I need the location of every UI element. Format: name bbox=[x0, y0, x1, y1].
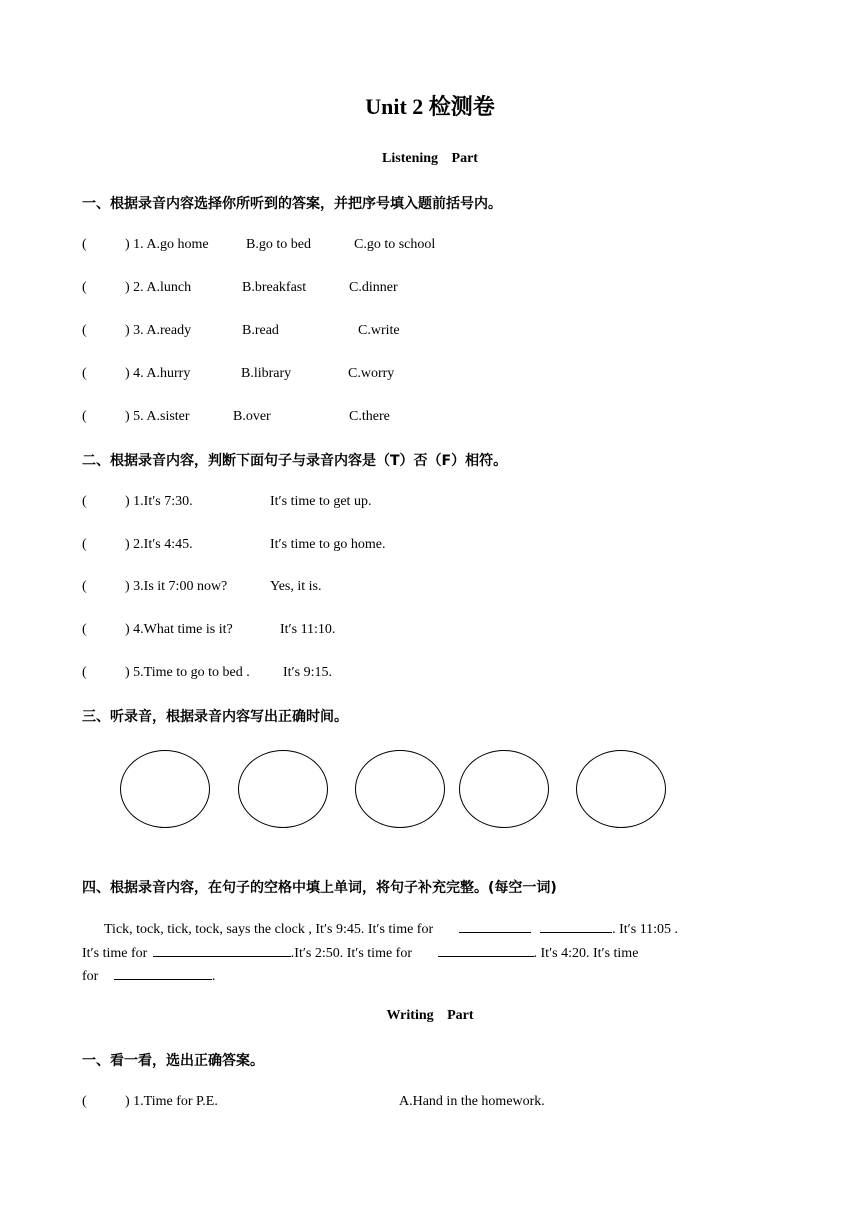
blank-field-1[interactable] bbox=[459, 918, 531, 933]
question-text: ) 4. A.hurry bbox=[125, 366, 191, 381]
answer-paren-open: ( bbox=[82, 494, 87, 509]
option-b: B.over bbox=[233, 409, 271, 424]
statement-response: It′s 11:10. bbox=[280, 622, 336, 637]
fill-in-paragraph bbox=[82, 918, 778, 989]
section2-heading: 二、根据录音内容，判断下面句子与录音内容是（T）否（F）相符。 bbox=[82, 453, 508, 469]
statement-response: It′s time to go home. bbox=[270, 537, 386, 552]
option-c: C.there bbox=[349, 409, 390, 424]
section3-heading: 三、听录音，根据录音内容写出正确时间。 bbox=[82, 709, 348, 725]
statement-text: ) 2.It′s 4:45. bbox=[125, 537, 193, 552]
statement-text: ) 1.It′s 7:30. bbox=[125, 494, 193, 509]
clock-circle-1[interactable] bbox=[120, 750, 210, 828]
statement-response: Yes, it is. bbox=[270, 579, 322, 594]
blank-field-4[interactable] bbox=[438, 942, 534, 957]
paragraph-line-2 bbox=[82, 942, 778, 966]
answer-paren-open: ( bbox=[82, 1094, 87, 1109]
paragraph-line-3 bbox=[82, 965, 778, 989]
option-b: B.read bbox=[242, 323, 279, 338]
listening-part-heading: Listening Part bbox=[382, 151, 478, 166]
answer-paren-open: ( bbox=[82, 622, 87, 637]
answer-paren-open: ( bbox=[82, 366, 87, 381]
writing-section1-heading: 一、看一看，选出正确答案。 bbox=[82, 1053, 264, 1069]
option-b: B.go to bed bbox=[246, 237, 311, 252]
paragraph-text: Tick, tock, tick, tock, says the clock , It′s 9:45. It′s time for bbox=[104, 922, 434, 937]
paragraph-text: for bbox=[82, 969, 99, 984]
answer-paren-open: ( bbox=[82, 579, 87, 594]
option-b: B.breakfast bbox=[242, 280, 307, 295]
answer-paren-open: ( bbox=[82, 280, 87, 295]
clock-circle-2[interactable] bbox=[238, 750, 328, 828]
clock-circle-5[interactable] bbox=[576, 750, 666, 828]
paragraph-line-1 bbox=[82, 918, 778, 942]
writing-part-heading: Writing Part bbox=[386, 1008, 474, 1023]
question-text: ) 5. A.sister bbox=[125, 409, 190, 424]
paragraph-text: . It′s 11:05 . bbox=[612, 922, 679, 937]
match-answer: A.Hand in the homework. bbox=[399, 1094, 545, 1109]
clock-circle-3[interactable] bbox=[355, 750, 445, 828]
question-text: ) 2. A.lunch bbox=[125, 280, 192, 295]
clock-circle-4[interactable] bbox=[459, 750, 549, 828]
blank-field-3[interactable] bbox=[153, 942, 291, 957]
paragraph-text: It′s time for bbox=[82, 945, 148, 961]
option-c: C.dinner bbox=[349, 280, 398, 295]
paragraph-text: . It′s 4:20. It′s time bbox=[533, 945, 639, 961]
option-c: C.write bbox=[358, 323, 400, 338]
statement-text: ) 5.Time to go to bed . bbox=[125, 665, 250, 680]
option-c: C.worry bbox=[348, 366, 395, 381]
section4-heading: 四、根据录音内容，在句子的空格中填上单词，将句子补充完整。(每空一词) bbox=[82, 880, 557, 896]
statement-text: ) 4.What time is it? bbox=[125, 622, 233, 637]
statement-text: ) 3.Is it 7:00 now? bbox=[125, 579, 228, 594]
question-text: ) 3. A.ready bbox=[125, 323, 192, 338]
option-b: B.library bbox=[241, 366, 292, 381]
option-c: C.go to school bbox=[354, 237, 436, 252]
blank-field-5[interactable] bbox=[114, 965, 212, 980]
match-question: ) 1.Time for P.E. bbox=[125, 1094, 218, 1109]
paragraph-text: .It′s 2:50. It′s time for bbox=[290, 945, 413, 961]
statement-response: It′s time to get up. bbox=[270, 494, 372, 509]
paragraph-text: . bbox=[211, 969, 216, 984]
answer-paren-open: ( bbox=[82, 665, 87, 680]
blank-field-2[interactable] bbox=[540, 918, 612, 933]
answer-paren-open: ( bbox=[82, 409, 87, 424]
answer-paren-open: ( bbox=[82, 323, 87, 338]
question-text: ) 1. A.go home bbox=[125, 237, 209, 252]
statement-response: It′s 9:15. bbox=[283, 665, 332, 680]
section1-heading: 一、根据录音内容选择你所听到的答案，并把序号填入题前括号内。 bbox=[82, 196, 502, 212]
answer-paren-open: ( bbox=[82, 537, 87, 552]
answer-paren-open: ( bbox=[82, 237, 87, 252]
page-title: Unit 2 检测卷 bbox=[365, 94, 495, 119]
